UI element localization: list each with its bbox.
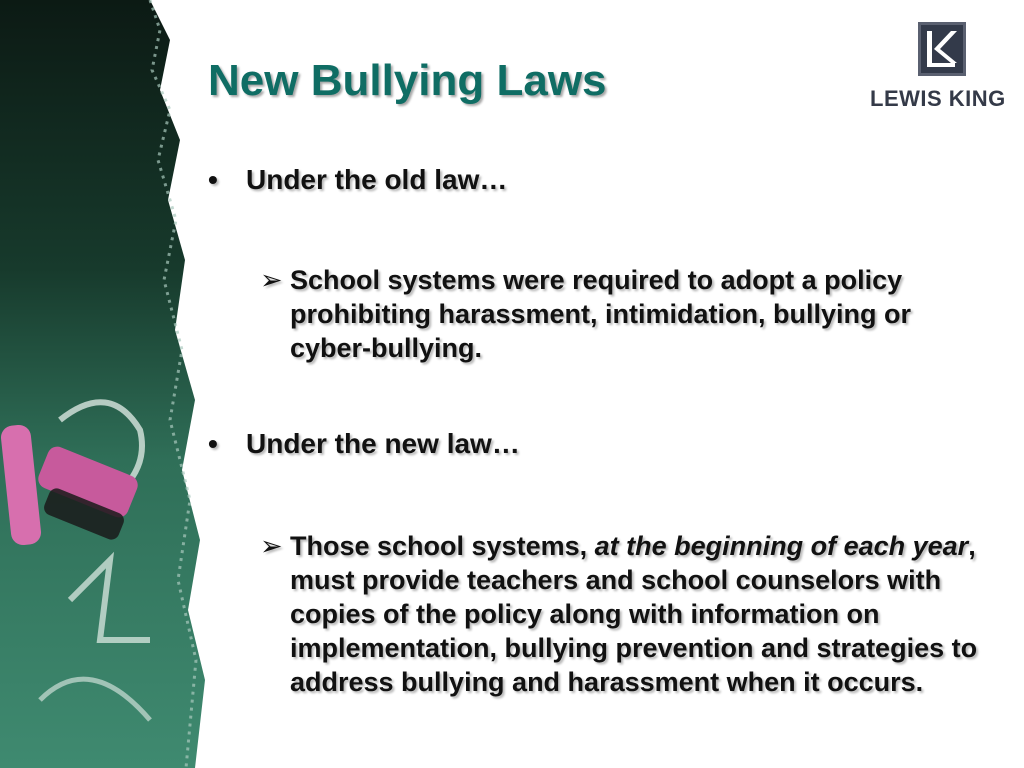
logo-wordmark: LEWIS KING [870, 86, 1006, 111]
sub-bullet-text-end: , must provide teachers and school counselors with copies of the policy along with information on implementation, bullying prevention and strategies to address bullying and harassment when it occurs. [290, 531, 978, 697]
sub-bullet-text-italic: at the beginning of each year [594, 531, 969, 561]
bullet-label: Under the new law… [246, 428, 520, 459]
sub-bullet-text [290, 529, 1000, 699]
arrow-bullet-icon: ➢ [260, 531, 283, 561]
bullet-label: Under the old law… [246, 164, 508, 195]
bullet-marker: • [208, 428, 218, 459]
sub-bullet-text: School systems were required to adopt a policy prohibiting harassment, intimidation, bullying or cyber-bullying. [290, 265, 912, 363]
bullet-marker: • [208, 164, 218, 195]
lk-monogram-icon [918, 22, 966, 76]
chalkboard-decoration [0, 0, 240, 768]
company-logo [868, 20, 1018, 120]
arrow-bullet-icon: ➢ [260, 265, 283, 295]
sub-bullet-text-start: Those school systems, [290, 531, 595, 561]
page-title: New Bullying Laws [208, 56, 607, 105]
